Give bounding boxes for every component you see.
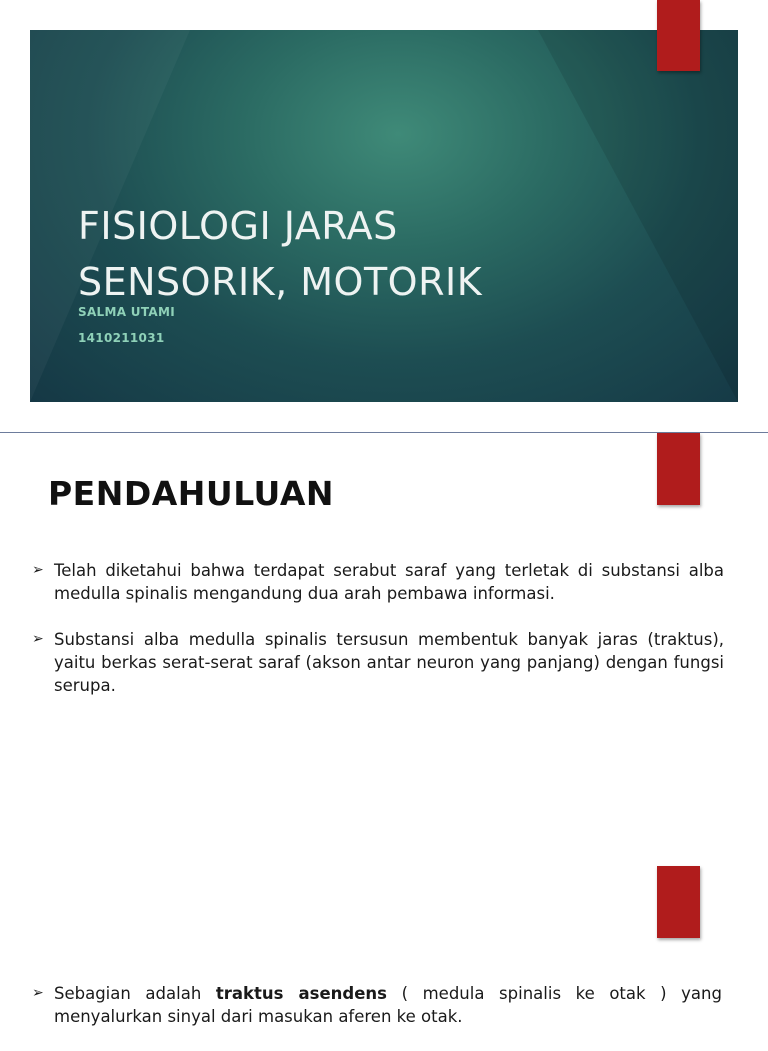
bullet-text-suffix: ( medula spinalis ke otak ) yang menyalurkan sinyal dari masukan aferen ke otak.: [54, 984, 722, 1026]
red-tab-decoration: [657, 866, 700, 938]
bullet-text-bold: traktus asendens: [215, 984, 387, 1003]
arrowhead-bullet-icon: ➢: [32, 562, 44, 578]
slide-divider: [0, 432, 768, 433]
arrowhead-bullet-icon: ➢: [32, 985, 44, 1001]
bullet-list: [32, 982, 722, 1051]
red-tab-decoration: [657, 433, 700, 505]
arrowhead-bullet-icon: ➢: [32, 631, 44, 647]
title-line-1: FISIOLOGI JARAS: [78, 204, 398, 248]
slide-title: [78, 198, 698, 310]
bullet-list: [32, 559, 724, 720]
bullet-text: Telah diketahui bahwa terdapat serabut saraf yang terletak di substansi alba medulla spinalis mengandung dua arah pembawa informasi.: [54, 561, 724, 603]
list-item: [32, 982, 722, 1028]
title-line-2: SENSORIK, MOTORIK: [78, 260, 483, 304]
red-tab-decoration: [657, 0, 700, 71]
list-item: [32, 559, 724, 605]
bullet-text: Substansi alba medulla spinalis tersusun membentuk banyak jaras (traktus), yaitu berkas serat-serat saraf (akson antar neuron yang panjang) dengan fungsi serupa.: [54, 630, 724, 695]
author-name: SALMA UTAMI: [78, 305, 175, 319]
student-id: 1410211031: [78, 331, 165, 345]
section-heading: PENDAHULUAN: [48, 474, 334, 513]
title-slide: [30, 30, 738, 402]
list-item: [32, 628, 724, 697]
bullet-text-prefix: Sebagian adalah: [54, 984, 216, 1003]
